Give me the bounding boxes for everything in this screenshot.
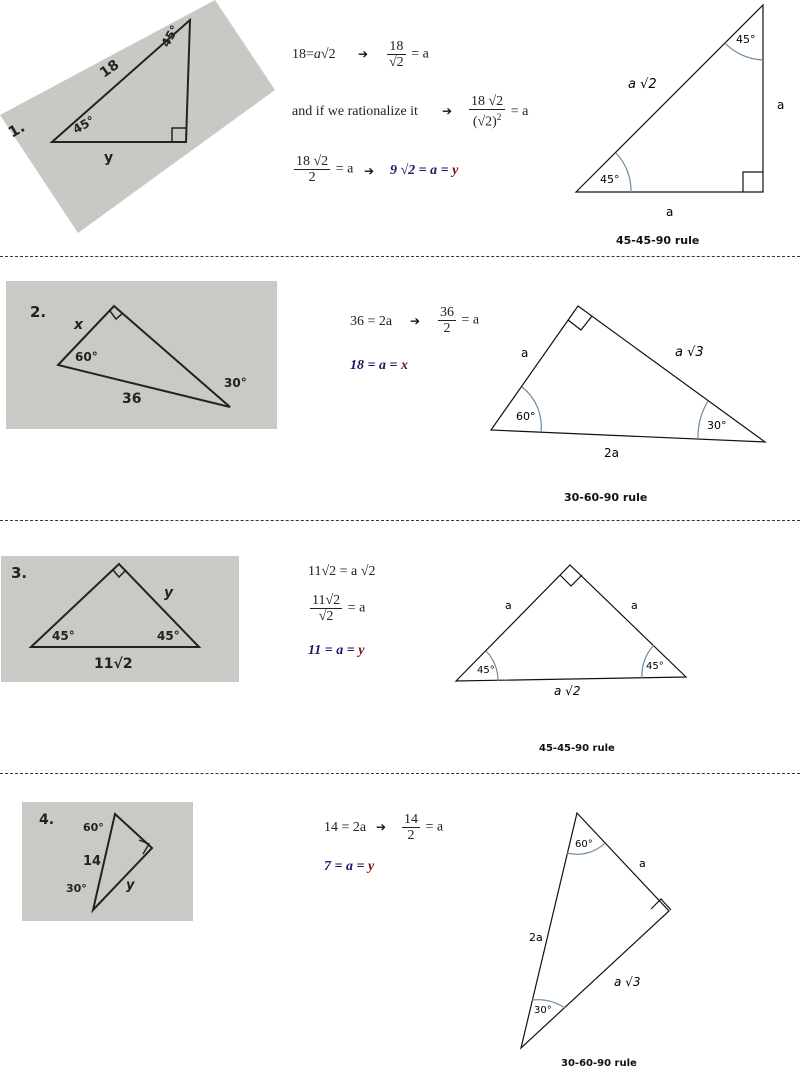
svg-text:45°: 45° [70,113,98,137]
svg-text:18: 18 [97,56,123,82]
svg-text:a: a [639,857,646,870]
svg-text:45°: 45° [158,22,182,50]
problem-4-answer: 7 = a = y [324,859,375,874]
problem-3-answer: 11 = a = y [308,643,365,658]
svg-text:y: y [164,585,174,601]
svg-text:45°: 45° [600,173,620,186]
svg-text:a: a [521,346,529,360]
divider [0,520,800,521]
problem-1-number: 1. [5,117,28,142]
svg-text:a √2: a √2 [554,684,581,698]
svg-text:a: a [631,599,638,612]
problem-4-line-1: 14 = 2a [324,820,367,835]
svg-text:a: a [666,205,674,219]
svg-text:2a: 2a [529,931,543,944]
svg-text:45°: 45° [646,661,664,672]
svg-text:30°: 30° [534,1005,552,1016]
svg-text:45°: 45° [736,33,756,46]
svg-text:60°: 60° [83,821,104,834]
problem-2-answer: 18 = a = x [350,358,408,373]
problem-4-diagram [505,805,685,1055]
problem-4-rule: 30-60-90 rule [561,1058,637,1069]
svg-text:2a: 2a [604,446,619,460]
svg-text:60°: 60° [516,410,536,423]
problem-2-diagram [480,295,780,470]
svg-text:30°: 30° [224,376,247,390]
svg-text:30°: 30° [66,882,87,895]
problem-4-number: 4. [39,812,55,828]
svg-text:36: 36 [122,391,142,407]
problem-4-photo [22,802,193,921]
problem-1-answer: 9 √2 = a = y [390,163,459,178]
problem-2-rule: 30-60-90 rule [564,491,648,504]
problem-3-number: 3. [11,564,28,582]
svg-text:y: y [104,150,114,166]
problem-2-photo [6,281,277,429]
divider [0,773,800,774]
svg-text:14: 14 [83,854,102,869]
svg-text:30°: 30° [707,419,727,432]
problem-3-diagram [450,558,695,703]
problem-1-diagram [560,0,800,225]
svg-text:60°: 60° [75,350,98,364]
problem-1-rationalize-text: and if we rationalize it [292,104,418,119]
svg-text:x: x [74,317,84,333]
problem-2-number: 2. [30,303,47,321]
svg-text:a √2: a √2 [628,77,657,92]
svg-text:a: a [777,98,785,112]
svg-text:60°: 60° [575,839,593,850]
problem-3-rule: 45-45-90 rule [539,743,615,754]
problem-3-photo [1,556,239,682]
problem-2-line-1: 36 = 2a [350,314,393,329]
svg-text:a √3: a √3 [614,975,641,989]
svg-text:45°: 45° [52,629,75,643]
problem-1-rule: 45-45-90 rule [616,234,700,247]
svg-text:a: a [505,599,512,612]
divider [0,256,800,257]
svg-text:45°: 45° [477,665,495,676]
svg-text:a √3: a √3 [675,345,704,360]
problem-3-line-1: 11√2 = a √2 [308,564,376,579]
svg-text:y: y [126,878,135,893]
problem-1-line-1: 18=a√2 [292,47,336,62]
problem-1-photo [0,0,275,235]
svg-text:11√2: 11√2 [94,656,133,672]
svg-text:45°: 45° [157,629,180,643]
